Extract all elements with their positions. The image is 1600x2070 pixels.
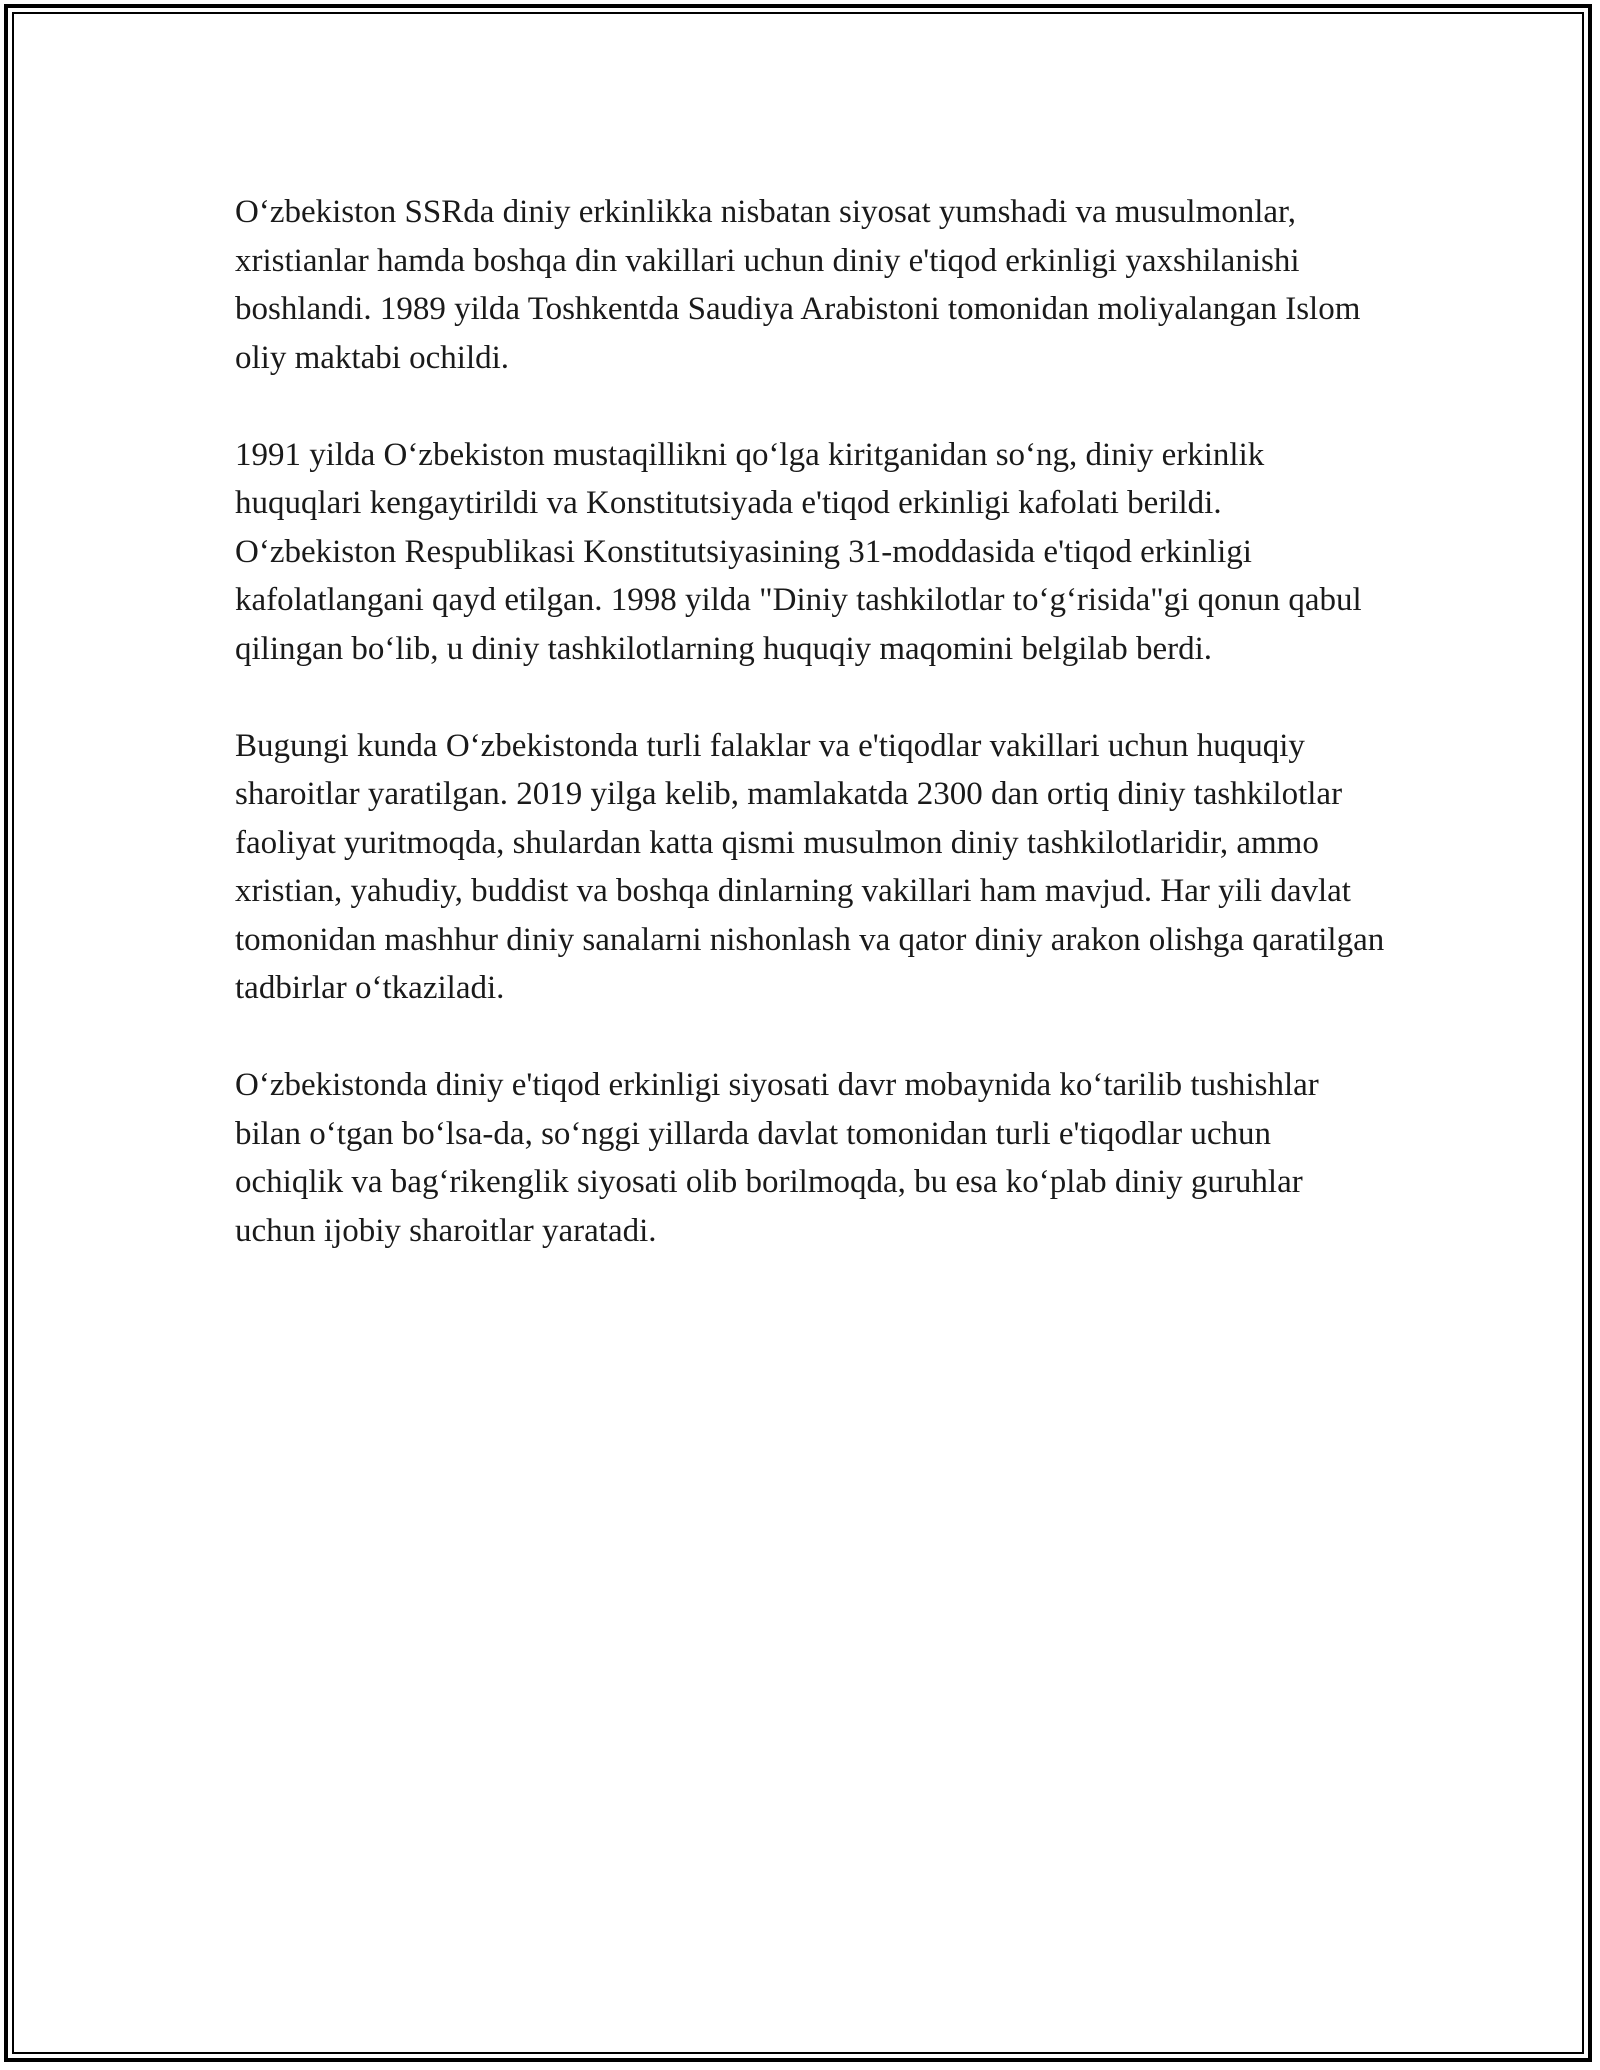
paragraph-soviet-era: O‘zbekiston SSRda diniy erkinlikka nisbatan siyosat yumshadi va musulmonlar, xristianlar hamda boshqa din vakillari uchun diniy e'tiqod erkinligi yaxshilanishi boshlandi. 1989 yilda Toshkentda Saudiya Arabistoni tomonidan moliyalangan Islom oliy maktabi ochildi. (235, 194, 1361, 376)
paragraph-independence: 1991 yilda O‘zbekiston mustaqillikni qo‘lga kiritganidan so‘ng, diniy erkinlik huquqlari kengaytirildi va Konstitutsiyada e'tiqod erkinligi kafolati berildi. O‘zbekiston Respublikasi Konstitutsiyasining 31-moddasida e'tiqod erkinligi kafolatlangani qayd etilgan. 1998 yilda "Diniy tashkilotlar to‘g‘risida"gi qonun qabul qilingan bo‘lib, u diniy tashkilotlarning huquqiy maqomini belgilab berdi. (235, 436, 1362, 667)
paragraph-conclusion: O‘zbekistonda diniy e'tiqod erkinligi siyosati davr mobaynida ko‘tarilib tushishlar bilan o‘tgan bo‘lsa-da, so‘nggi yillarda davlat tomonidan turli e'tiqodlar uchun ochiqlik va bag‘rikenglik siyosati olib borilmoqda, bu esa ko‘plab diniy guruhlar uchun ijobiy sharoitlar yaratadi. (235, 1067, 1319, 1249)
paragraph-today: Bugungi kunda O‘zbekistonda turli falaklar va e'tiqodlar vakillari uchun huquqiy sharoitlar yaratilgan. 2019 yilga kelib, mamlakatda 2300 dan ortiq diniy tashkilotlar faoliyat yuritmoqda, shulardan katta qismi musulmon diniy tashkilotlaridir, ammo xristian, yahudiy, buddist va boshqa dinlarning vakillari ham mavjud. Har yili davlat tomonidan mashhur diniy sanalarni nishonlash va qator diniy arakon olishga qaratilgan tadbirlar o‘tkaziladi. (235, 727, 1385, 1006)
document-body (235, 188, 1385, 1304)
